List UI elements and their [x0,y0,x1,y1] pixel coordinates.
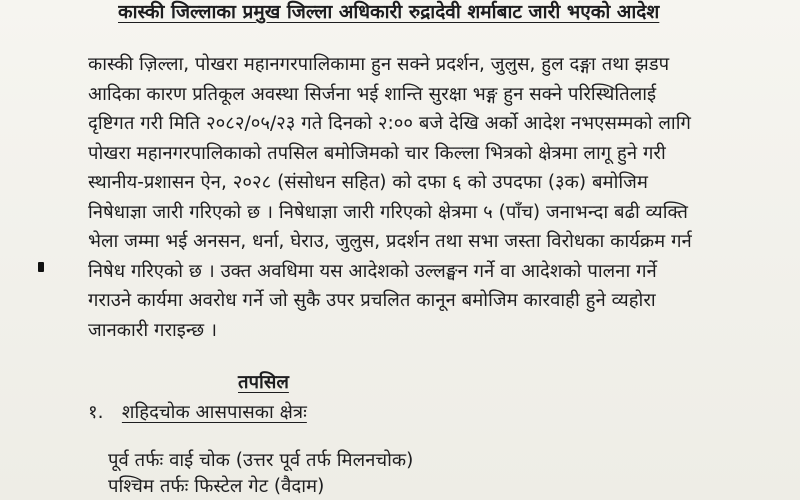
body-line: कास्की ज़िल्ला, पोखरा महानगरपालिकामा हुन सक्ने प्रदर्शन, जुलुस, हुल दङ्गा तथा झडप [88,54,670,75]
body-line: दृष्टिगत गरी मिति २०८२/०५/२३ गते दिनको २:०० बजे देखि अर्को आदेश नभएसम्मको लागि [88,113,691,134]
body-line: जानकारी गराइन्छ । [88,319,218,341]
order-body [88,50,778,345]
margin-mark [38,262,44,272]
body-line: भेला जम्मा भई अनसन, धर्ना, घेराउ, जुलुस, प्रदर्शन तथा सभा जस्ता विरोधका कार्यक्रम गर्न [88,231,692,252]
document-title: कास्की जिल्लाका प्रमुख जिल्ला अधिकारी रुद्रादेवी शर्माबाट जारी भएको आदेश [118,1,660,23]
body-line: पोखरा महानगरपालिकाको तपसिल बमोजिमको चार किल्ला भित्रको क्षेत्रमा लागू हुने गरी [88,142,666,164]
body-line: स्थानीय-प्रशासन ऐन, २०२८ (संसोधन सहित) को दफा ६ को उपदफा (३क) बमोजिम [88,172,648,193]
east-boundary: पूर्व तर्फः वाई चोक (उत्तर पूर्व तर्फ मिलनचोक) [108,450,414,471]
area-item-1 [88,400,307,426]
body-line: निषेध गरिएको छ । उक्त अवधिमा यस आदेशको उल्लङ्घन गर्ने वा आदेशको पालना गर्ने [88,260,657,282]
west-boundary: पश्चिम तर्फः फिस्टेल गेट (वैदाम) [108,476,325,497]
item-label: शहिदचोक आसपासका क्षेत्रः [121,402,307,423]
body-line: आदिका कारण प्रतिकूल अवस्था सिर्जना भई शान्ति सुरक्षा भङ्ग हुन सक्ने परिस्थितिलाई [88,83,657,105]
body-line: निषेधाज्ञा जारी गरिएको छ । निषेधाज्ञा जारी गरिएको क्षेत्रमा ५ (पाँच) जनाभन्दा बढी व्यक्ति [88,201,688,223]
item-number: १. [88,402,104,423]
tapasil-heading: तपसिल [238,372,289,393]
body-line: गराउने कार्यमा अवरोध गर्ने जो सुकै उपर प्रचलित कानून बमोजिम कारवाही हुने व्यहोरा [88,290,656,311]
